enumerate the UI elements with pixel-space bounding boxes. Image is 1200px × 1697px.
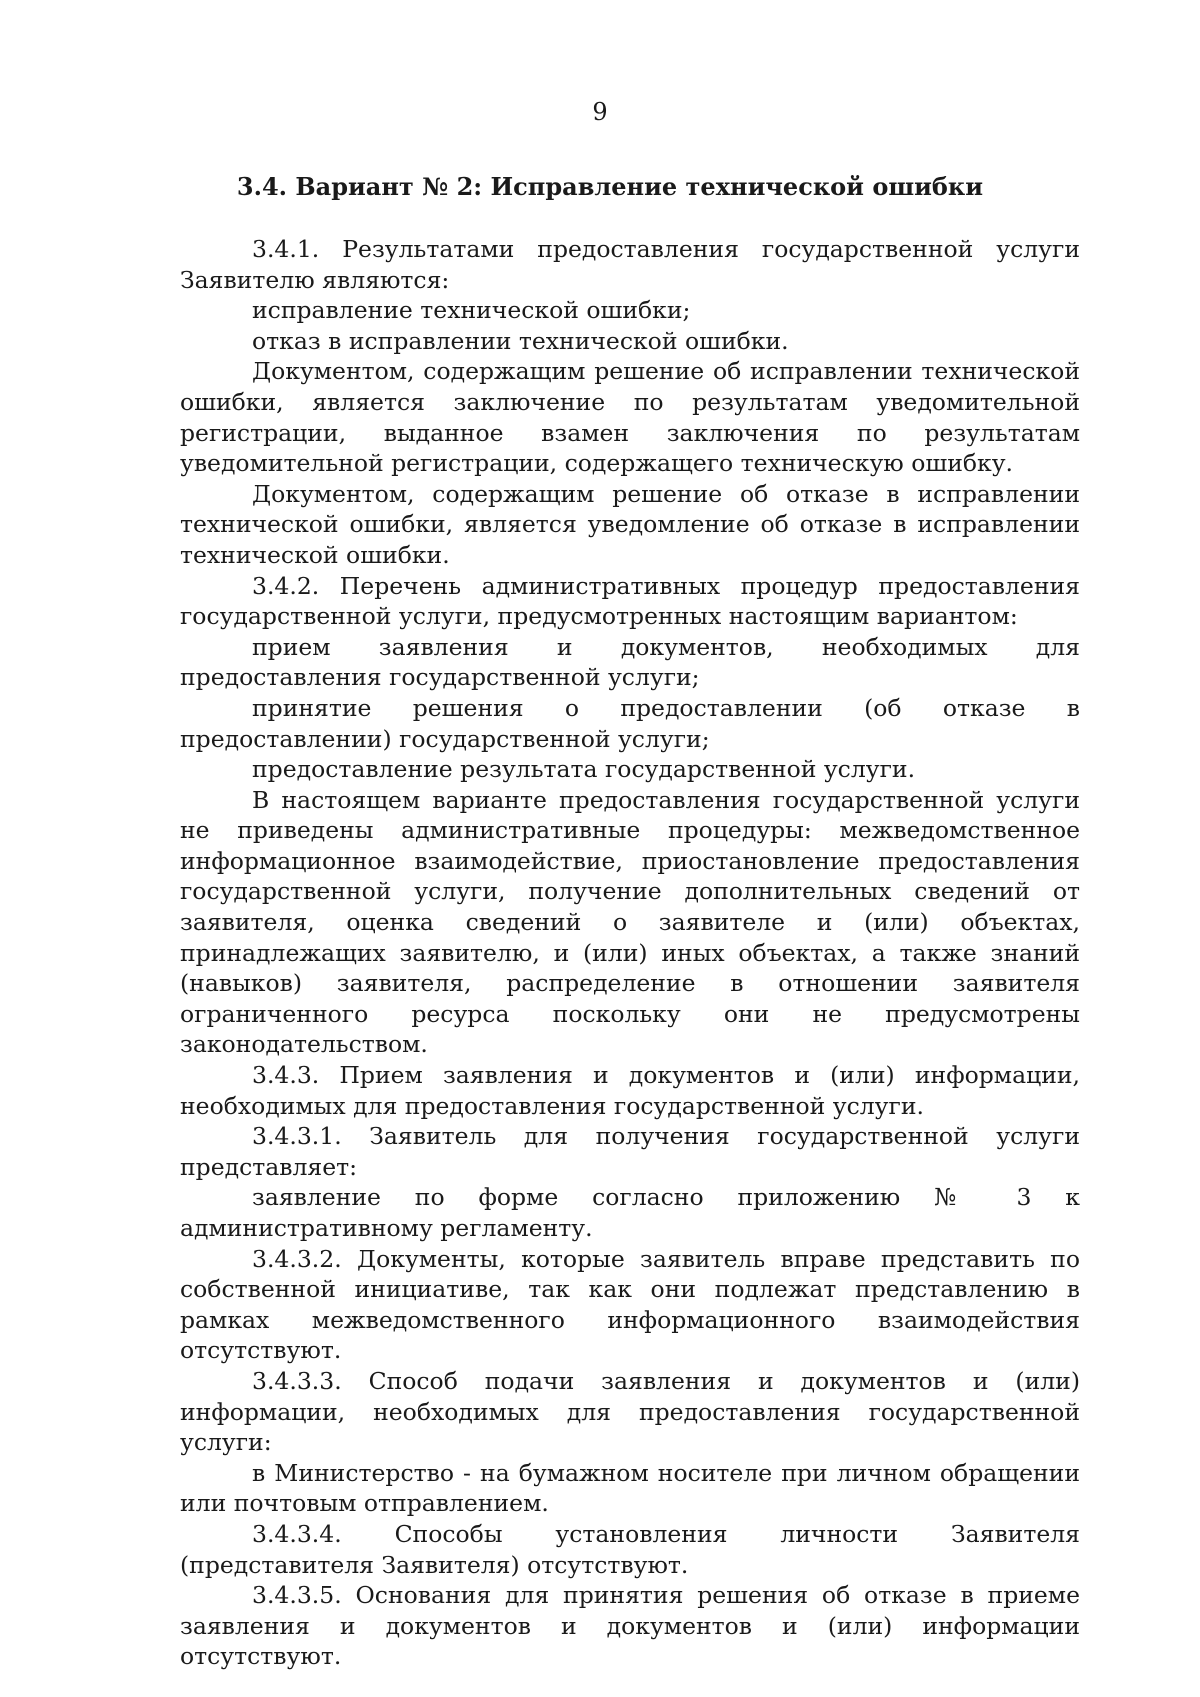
paragraph-3-4-2: 3.4.2. Перечень административных процедур предоставления государственной услуги, предусмотренных настоящим вариантом: bbox=[180, 571, 1080, 631]
paragraph-3-4-3-1: 3.4.3.1. Заявитель для получения государственной услуги представляет: bbox=[180, 1122, 1080, 1181]
section-body bbox=[180, 234, 1080, 1672]
paragraph-3-4-1: 3.4.1. Результатами предоставления государственной услуги Заявителю являются: bbox=[180, 235, 1080, 294]
section-title: 3.4. Вариант № 2: Исправление технической ошибки bbox=[236, 172, 984, 201]
paragraph-3-4-3: 3.4.3. Прием заявления и документов и (или) информации, необходимых для предоставления государственной услуги. bbox=[180, 1061, 1080, 1120]
list-item-correction: исправление технической ошибки; bbox=[252, 296, 691, 325]
list-item-decision: принятие решения о предоставлении (об отказе в предоставлении) государственной услуги; bbox=[180, 693, 1080, 753]
paragraph-3-4-3-2: 3.4.3.2. Документы, которые заявитель вправе представить по собственной инициативе, так как они подлежат представлению в рамках межведомственного информационного взаимодействия отсутствуют. bbox=[180, 1244, 1080, 1365]
paragraph-refusal-document: Документом, содержащим решение об отказе в исправлении технической ошибки, является уведомление об отказе в исправлении технической ошибки. bbox=[180, 479, 1080, 569]
list-item-ministry-submission: в Министерство - на бумажном носителе при личном обращении или почтовым отправлением. bbox=[180, 1458, 1080, 1518]
list-item-reception: прием заявления и документов, необходимых для предоставления государственной услуги; bbox=[180, 632, 1080, 692]
paragraph-3-4-3-5: 3.4.3.5. Основания для принятия решения об отказе в приеме заявления и документов и документов и (или) информации отсутствуют. bbox=[180, 1581, 1080, 1671]
paragraph-3-4-3-4: 3.4.3.4. Способы установления личности Заявителя (представителя Заявителя) отсутствуют. bbox=[180, 1519, 1080, 1579]
paragraph-not-provided-procedures: В настоящем варианте предоставления государственной услуги не приведены административные процедуры: межведомственное информационное взаимодействие, приостановление предоставления государственной услуги, получение дополнительных сведений от заявителя, оценка сведений о заявителе и (или) объектах, принадлежащих заявителю, и (или) иных объектах, а также знаний (навыков) заявителя, распределение в отношении заявителя ограниченного ресурса поскольку они не предусмотрены законодательством. bbox=[180, 785, 1080, 1059]
paragraph-correction-document: Документом, содержащим решение об исправлении технической ошибки, является заключение по результатам уведомительной регистрации, выданное взамен заключения по результатам уведомительной регистрации, содержащего техническую ошибку. bbox=[180, 357, 1080, 478]
list-item-result: предоставление результата государственной услуги. bbox=[252, 755, 916, 784]
list-item-application-form: заявление по форме согласно приложению № 3 к административному регламенту. bbox=[180, 1183, 1080, 1242]
paragraph-3-4-3-3: 3.4.3.3. Способ подачи заявления и документов и (или) информации, необходимых для предоставления государственной услуги: bbox=[180, 1366, 1080, 1457]
list-item-refusal: отказ в исправлении технической ошибки. bbox=[252, 326, 789, 355]
page-number: 9 bbox=[592, 98, 608, 126]
